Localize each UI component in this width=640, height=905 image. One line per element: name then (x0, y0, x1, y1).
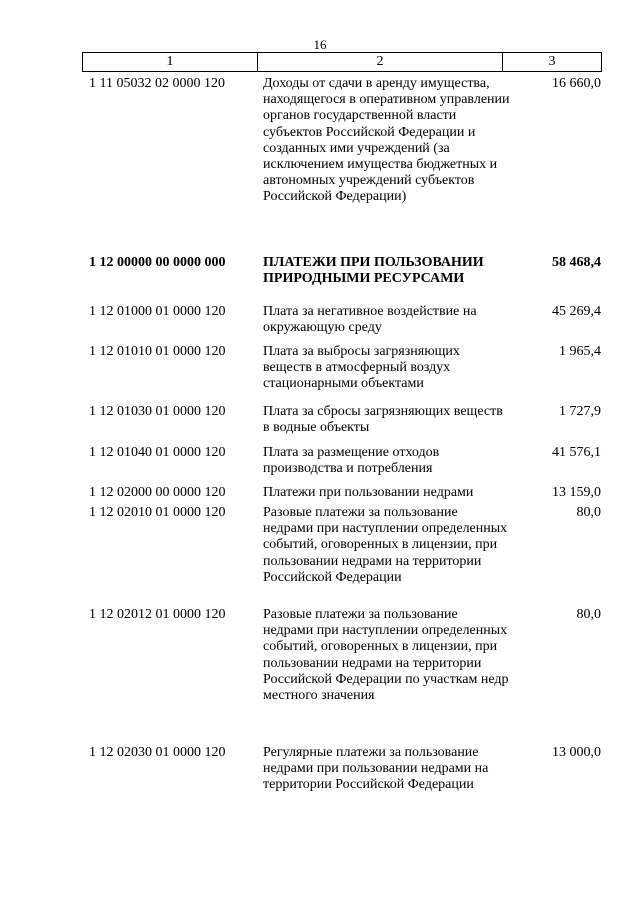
row-code: 1 12 02012 01 0000 120 (89, 607, 226, 622)
row-name: Регулярные платежи за пользование недрами при пользовании недрами на территории Российской Федерации (263, 745, 489, 793)
header-col-1: 1 (83, 53, 258, 71)
row-name: Плата за размещение отходов производства и потребления (263, 445, 440, 477)
row-name: ПЛАТЕЖИ ПРИ ПОЛЬЗОВАНИИ ПРИРОДНЫМИ РЕСУРСАМИ (263, 255, 484, 287)
row-code: 1 12 02010 01 0000 120 (89, 505, 226, 520)
row-name: Разовые платежи за пользование недрами при наступлении определенных событий, оговоренных в лицензии, при пользовании недрами на территории Российской Федерации по участкам недр местного значения (263, 607, 509, 704)
row-code: 1 12 00000 00 0000 000 (89, 255, 226, 270)
row-amount: 1 727,9 (559, 404, 601, 419)
row-name: Плата за сбросы загрязняющих веществ в водные объекты (263, 404, 503, 436)
page-number: 16 (313, 37, 327, 52)
table-row (0, 607, 640, 745)
row-amount: 80,0 (576, 505, 601, 520)
table-body (0, 76, 640, 815)
row-name: Плата за выбросы загрязняющих веществ в атмосферный воздух стационарными объектами (263, 344, 460, 392)
header-col-2: 2 (258, 53, 503, 71)
row-code: 1 12 02000 00 0000 120 (89, 485, 226, 500)
table-row (0, 485, 640, 505)
table-header (82, 52, 602, 72)
table-row (0, 344, 640, 404)
header-col-3: 3 (548, 54, 556, 69)
table-row (0, 445, 640, 485)
row-name: Платежи при пользовании недрами (263, 485, 474, 500)
table-row (0, 745, 640, 815)
row-amount: 16 660,0 (552, 76, 601, 91)
table-row (0, 404, 640, 445)
table-row (0, 505, 640, 607)
row-amount: 13 000,0 (552, 745, 601, 760)
row-name: Плата за негативное воздействие на окружающую среду (263, 304, 477, 336)
row-amount: 58 468,4 (552, 255, 601, 270)
row-name: Доходы от сдачи в аренду имущества, находящегося в оперативном управлении органов государственной власти субъектов Российской Федерации и созданных ими учреждений (за исключением имущества бюджетных и автономных учреждений субъектов Российской Федерации) (263, 76, 510, 205)
table-row (0, 255, 640, 304)
row-name: Разовые платежи за пользование недрами при наступлении определенных событий, оговоренных в лицензии, при пользовании недрами на территории Российской Федерации (263, 505, 508, 585)
row-code: 1 12 01040 01 0000 120 (89, 445, 226, 460)
row-amount: 1 965,4 (559, 344, 601, 359)
row-code: 1 11 05032 02 0000 120 (89, 76, 225, 91)
table-row (0, 304, 640, 344)
row-code: 1 12 01010 01 0000 120 (89, 344, 226, 359)
row-code: 1 12 01000 01 0000 120 (89, 304, 226, 319)
row-code: 1 12 01030 01 0000 120 (89, 404, 226, 419)
table-row (0, 76, 640, 255)
row-code: 1 12 02030 01 0000 120 (89, 745, 226, 760)
row-amount: 45 269,4 (552, 304, 601, 319)
row-amount: 80,0 (576, 607, 601, 622)
row-amount: 13 159,0 (552, 485, 601, 500)
row-amount: 41 576,1 (552, 445, 601, 460)
